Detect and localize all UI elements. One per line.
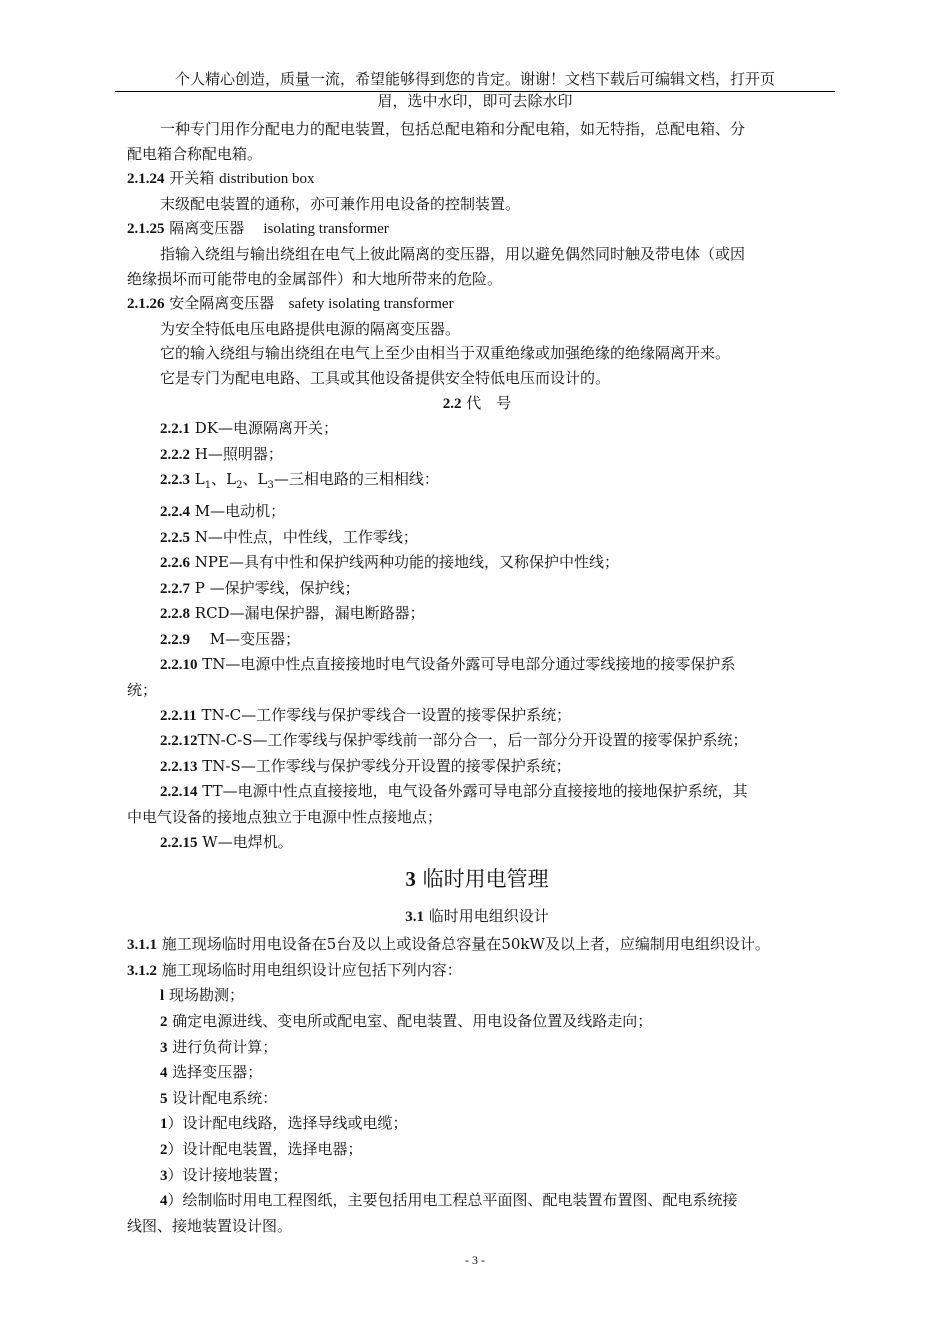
clause-number: 2.1.24 <box>127 171 165 188</box>
code-text <box>194 470 439 492</box>
clause-number: 2.1.25 <box>127 221 165 238</box>
sub-list-item <box>127 1188 827 1214</box>
code-text: M—电动机； <box>194 501 286 520</box>
clause-number: 2.2.1 <box>160 421 190 438</box>
item-text: 选择变压器； <box>172 1063 263 1082</box>
item-text: 确定电源进线、变电所或配电室、配电装置、用电设备位置及线路走向； <box>172 1012 653 1030</box>
document-body <box>127 117 827 1238</box>
paragraph: 一种专门用作分配电力的配电装置，包括总配电箱和分配电箱，如无特指，总配电箱、分 <box>160 120 746 138</box>
phase-l: 、L <box>211 470 237 489</box>
code-text: TN—电源中性点直接接地时电气设备外露可导电部分通过零线接地的接零保护系 <box>202 655 736 674</box>
chapter-heading-3 <box>127 861 827 897</box>
item-number: 2 <box>160 1141 168 1158</box>
code-item <box>127 601 827 627</box>
phase-l: 、L <box>242 470 268 489</box>
clause-number: 2.2.4 <box>160 503 190 520</box>
clause-number: 2.2.5 <box>160 529 190 546</box>
code-text: H—照明器； <box>194 444 283 463</box>
item-number: 5 <box>160 1090 168 1107</box>
section-title: 临时用电组织设计 <box>428 907 549 926</box>
code-item <box>127 652 827 678</box>
item-number: 4 <box>160 1065 168 1082</box>
code-item-continued: 中电气设备的接地点独立于电源中性点接地点； <box>127 808 443 827</box>
term-2-1-26 <box>127 291 827 317</box>
code-item-continued: 统； <box>127 681 158 700</box>
clause-number: 2.2.6 <box>160 555 190 572</box>
code-text: DK—电源隔离开关； <box>194 419 339 438</box>
item-text: ）设计接地装置； <box>167 1165 288 1184</box>
subscript: 1 <box>204 480 212 492</box>
clause-number: 2.2.11 <box>160 707 197 724</box>
clause-number: 2.2.2 <box>160 446 190 463</box>
item-number: 3 <box>160 1039 168 1056</box>
section-heading-2-2 <box>127 391 827 417</box>
list-item <box>127 983 827 1009</box>
code-text: M—变压器； <box>194 629 301 648</box>
code-item <box>127 416 827 442</box>
term-english: isolating transformer <box>263 221 389 238</box>
header-line-1: 个人精心创造，质量一流，希望能够得到您的肯定。谢谢！文档下载后可编辑文档，打开页 <box>174 70 775 88</box>
paragraph-continued: 配电箱合称配电箱。 <box>127 144 263 163</box>
code-item <box>127 830 827 856</box>
section-title: 代 号 <box>466 393 512 412</box>
chapter-title: 临时用电管理 <box>422 867 549 892</box>
clause-number: 2.2.14 <box>160 784 198 801</box>
code-item <box>127 703 827 729</box>
code-item <box>127 525 827 551</box>
phase-l: L <box>194 470 205 489</box>
code-text: TN-C-S—工作零线与保护零线前一部分合一，后一部分分开设置的接零保护系统； <box>197 731 748 750</box>
list-item <box>127 1060 827 1086</box>
page-header <box>115 68 835 112</box>
item-number: 1 <box>160 1116 168 1133</box>
code-text: W—电焊机。 <box>202 832 293 851</box>
code-text: TT—电源中性点直接接地，电气设备外露可导电部分直接接地的接地保护系统，其 <box>202 782 748 801</box>
code-text: NPE—具有中性和保护线两种功能的接地线，又称保护中性线； <box>194 553 619 572</box>
clause-3-1-2 <box>127 958 827 984</box>
clause-number: 2.2.13 <box>160 758 198 775</box>
term-definition: 末级配电装置的通称，亦可兼作用电设备的控制装置。 <box>160 194 521 213</box>
clause-number: 2.2.3 <box>160 472 190 489</box>
list-item <box>127 1009 827 1035</box>
code-item <box>127 754 827 780</box>
term-definition-continued: 绝缘损坏而可能带电的金属部件）和大地所带来的危险。 <box>127 269 503 288</box>
clause-number: 2.2.8 <box>160 606 190 623</box>
list-item <box>127 1035 827 1061</box>
chapter-number: 3 <box>405 867 416 892</box>
code-item <box>127 576 827 602</box>
item-number: l <box>160 988 165 1005</box>
clause-3-1-1 <box>127 932 827 958</box>
code-item <box>127 499 827 525</box>
clause-number: 2.2.12 <box>160 733 198 750</box>
sub-list-item <box>127 1163 827 1189</box>
list-item <box>127 1086 827 1112</box>
term-chinese: 隔离变压器 <box>169 219 245 238</box>
term-definition: 指输入绕组与输出绕组在电气上彼此隔离的变压器，用以避免偶然同时触及带电体（或因 <box>160 244 746 263</box>
clause-text: 施工现场临时用电设备在5台及以上或设备总容量在50kW及以上者，应编制用电组织设计。 <box>161 935 770 954</box>
term-english: safety isolating transformer <box>288 296 454 313</box>
clause-number: 3.1.2 <box>127 962 157 979</box>
clause-number: 3.1.1 <box>127 937 157 954</box>
sub-list-item-continued: 线图、接地装置设计图。 <box>127 1216 293 1235</box>
section-heading-3-1 <box>127 901 827 932</box>
code-item <box>127 550 827 576</box>
item-number: 4 <box>160 1193 168 1210</box>
code-item <box>127 442 827 468</box>
code-text: N—中性点，中性线，工作零线； <box>194 527 418 546</box>
term-2-1-24 <box>127 166 827 192</box>
item-number: 2 <box>160 1014 168 1030</box>
clause-number: 2.1.26 <box>127 296 165 313</box>
item-text: ）设计配电线路，选择导线或电缆； <box>167 1114 408 1133</box>
term-definition: 为安全特低电压电路提供电源的隔离变压器。 <box>160 319 461 338</box>
code-text: RCD—漏电保护器，漏电断路器； <box>194 604 425 623</box>
item-text: 现场勘测； <box>168 986 244 1005</box>
item-text: 设计配电系统： <box>172 1088 278 1107</box>
code-item <box>127 779 827 805</box>
sub-list-item <box>127 1137 827 1163</box>
item-text: 进行负荷计算； <box>172 1037 278 1056</box>
section-number: 2.2 <box>442 395 462 412</box>
page-number: - 3 - <box>465 1253 485 1267</box>
clause-number: 2.2.10 <box>160 657 198 674</box>
term-english: distribution box <box>219 171 315 188</box>
code-item <box>127 627 827 653</box>
term-definition: 它的输入绕组与输出绕组在电气上至少由相当于双重绝缘或加强绝缘的绝缘隔离开来。 <box>160 344 731 363</box>
subscript: 3 <box>267 480 274 492</box>
section-number: 3.1 <box>405 909 424 926</box>
code-text: TN-S—工作零线与保护零线分开设置的接零保护系统； <box>202 756 571 775</box>
subscript: 2 <box>236 480 243 492</box>
term-chinese: 开关箱 <box>169 169 215 188</box>
code-item <box>127 728 827 754</box>
term-chinese: 安全隔离变压器 <box>169 294 275 313</box>
clause-number: 2.2.7 <box>160 580 190 597</box>
sub-list-item <box>127 1111 827 1137</box>
header-line-2: 眉，选中水印，即可去除水印 <box>377 92 573 110</box>
item-text: ）设计配电装置，选择电器； <box>167 1139 363 1158</box>
code-rest: —三相电路的三相相线： <box>273 470 439 489</box>
clause-number: 2.2.9 <box>160 631 190 648</box>
item-text: ）绘制临时用电工程图纸，主要包括用电工程总平面图、配电装置布置图、配电系统接 <box>167 1191 738 1210</box>
item-number: 3 <box>160 1167 168 1184</box>
clause-text: 施工现场临时用电组织设计应包括下列内容： <box>161 960 462 979</box>
code-text: P —保护零线，保护线； <box>194 578 360 597</box>
code-text: TN-C—工作零线与保护零线合一设置的接零保护系统； <box>201 705 572 724</box>
code-item <box>127 467 827 499</box>
clause-number: 2.2.15 <box>160 834 198 851</box>
term-2-1-25 <box>127 216 827 242</box>
term-definition: 它是专门为配电电路、工具或其他设备提供安全特低电压而设计的。 <box>160 368 611 387</box>
header-rule <box>115 91 835 92</box>
